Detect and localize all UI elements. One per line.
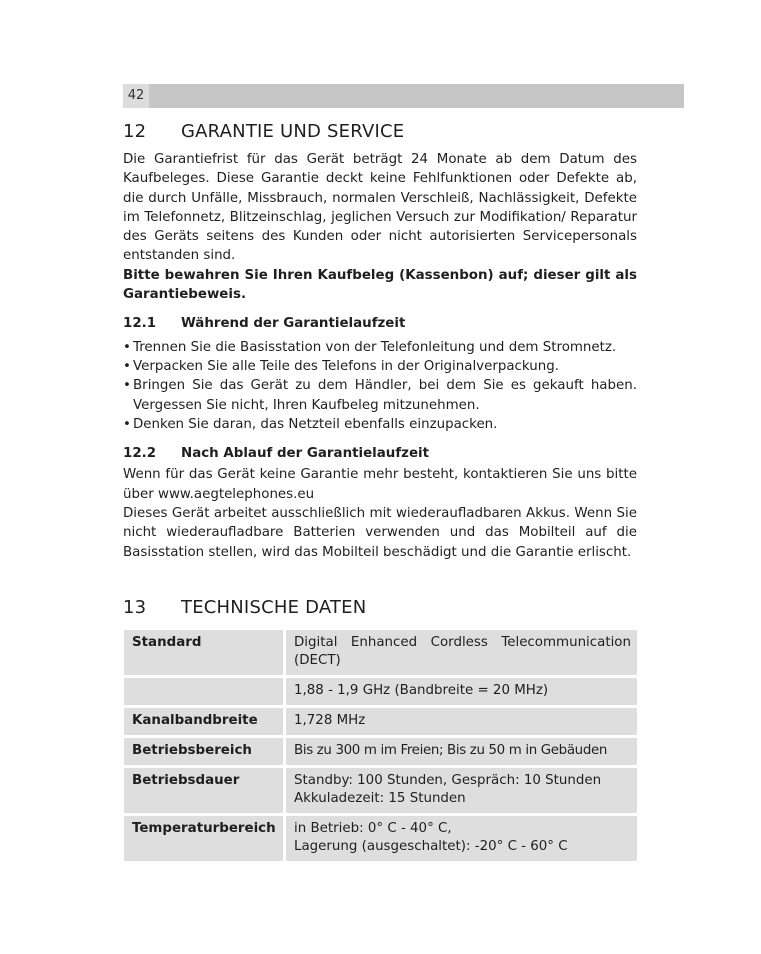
spec-value: 1,88 - 1,9 GHz (Bandbreite = 20 MHz) [286, 678, 637, 705]
list-item: • Denken Sie daran, das Netzteil ebenfalls einzupacken. [123, 415, 637, 434]
expired-warranty-paragraph: Wenn für das Gerät keine Garantie mehr besteht, kontaktieren Sie uns bitte über www.aegtelephones.eu [123, 467, 637, 502]
section-13-title: TECHNISCHE DATEN [181, 596, 367, 618]
list-item: • Bringen Sie das Gerät zu dem Händler, bei dem Sie es gekauft haben. Vergessen Sie nicht, Ihren Kaufbeleg mitzunehmen. [123, 376, 637, 415]
section-12-number: 12 [123, 121, 147, 142]
list-item: • Verpacken Sie alle Teile des Telefons in der Originalverpackung. [123, 357, 637, 376]
page-header-bar [123, 84, 684, 108]
spec-label: Betriebsdauer [124, 768, 286, 813]
spec-value-line: Akkuladezeit: 15 Stunden [294, 790, 466, 806]
battery-warning-paragraph: Dieses Gerät arbeitet ausschließlich mit wiederaufladbaren Akkus. Wenn Sie nicht wiederaufladbare Batterien verwenden und das Mobilteil auf die Basisstation stellen, wird das Mobilteil beschädigt und die Garantie erlischt. [123, 506, 637, 560]
spec-value [286, 768, 637, 813]
table-row [124, 678, 637, 705]
spec-label [124, 678, 286, 705]
table-row [124, 738, 637, 765]
spec-value-text: Bis zu 300 m im Freien; Bis zu 50 m in Gebäuden [294, 742, 607, 758]
page-number: 42 [123, 84, 149, 108]
table-row [124, 630, 637, 675]
subsection-12-2-number: 12.2 [123, 446, 157, 462]
spec-value-line: Lagerung (ausgeschaltet): -20° C - 60° C [294, 838, 568, 854]
spec-value: Digital Enhanced Cordless Telecommunication (DECT) [286, 630, 637, 675]
table-row [124, 768, 637, 813]
spec-label: Temperaturbereich [124, 816, 286, 861]
spec-label: Standard [124, 630, 286, 675]
spec-label: Kanalbandbreite [124, 708, 286, 735]
page-content [123, 119, 637, 864]
spec-value [286, 816, 637, 861]
list-item: • Trennen Sie die Basisstation von der Telefonleitung und dem Stromnetz. [123, 338, 637, 357]
subsection-12-1-title: Während der Garantielaufzeit [181, 316, 406, 332]
section-13-heading [123, 595, 637, 621]
table-row [124, 708, 637, 735]
warranty-intro-paragraph: Die Garantiefrist für das Gerät beträgt 24 Monate ab dem Datum des Kaufbeleges. Diese Garantie deckt keine Fehlfunktionen oder Defekte ab, die durch Unfälle, Missbrauch, normalen Verschleiß, Nachlässigkeit, Defekte im Telefonnetz, Blitzeinschlag, jeglichen Versuch zur Modifikation/ Reparatur des Geräts seitens des Kunden oder nicht autorisierten Servicepersonals entstanden sind. [123, 152, 637, 264]
spec-label: Betriebsbereich [124, 738, 286, 765]
subsection-12-2-heading [123, 444, 637, 463]
table-row [124, 816, 637, 861]
subsection-12-2-title: Nach Ablauf der Garantielaufzeit [181, 446, 430, 462]
subsection-12-1-number: 12.1 [123, 316, 157, 332]
receipt-notice: Bitte bewahren Sie Ihren Kaufbeleg (Kassenbon) auf; dieser gilt als Garantiebeweis. [123, 267, 637, 303]
section-12-heading [123, 119, 637, 145]
technical-data-table [124, 627, 637, 864]
spec-value: 1,728 MHz [286, 708, 637, 735]
spec-value-line: in Betrieb: 0° C - 40° C, [294, 820, 452, 836]
section-13-number: 13 [123, 596, 147, 618]
subsection-12-1-heading [123, 314, 637, 333]
warranty-steps-list [123, 338, 637, 434]
spec-value-line: Standby: 100 Stunden, Gespräch: 10 Stunden [294, 772, 602, 788]
spec-value [286, 738, 637, 765]
section-12-title: GARANTIE UND SERVICE [181, 121, 405, 142]
